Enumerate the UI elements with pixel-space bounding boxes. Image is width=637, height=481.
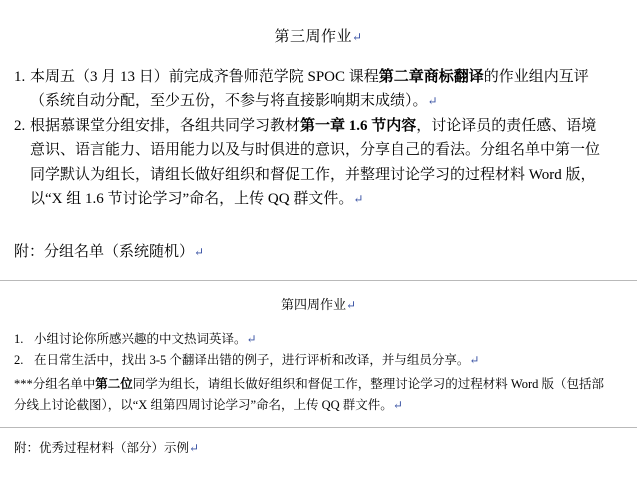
paragraph-mark-icon: ↵ bbox=[345, 298, 357, 313]
section-divider bbox=[0, 427, 637, 428]
section-1-title bbox=[0, 26, 637, 49]
section-2-title-text: 第四周作业 bbox=[280, 297, 346, 313]
paragraph-mark-icon: ↵ bbox=[427, 93, 438, 108]
list-item-body bbox=[30, 114, 637, 211]
blank-line bbox=[0, 212, 637, 226]
list-item-body bbox=[30, 65, 637, 114]
list-item-number: 1. bbox=[14, 331, 24, 346]
section-2-note bbox=[14, 374, 637, 417]
text-run: 的作业组内互评（系统自动分配，至少五份，不参与将直接影响期末成绩）。 bbox=[30, 68, 589, 109]
document-page bbox=[0, 26, 637, 481]
section-2-title bbox=[0, 295, 637, 315]
text-run: 本周五（3 月 13 日）前完成齐鲁师范学院 SPOC 课程 bbox=[30, 68, 379, 85]
text-run-bold: 第二章商标翻译 bbox=[378, 68, 484, 85]
paragraph-mark-icon: ↵ bbox=[469, 353, 480, 368]
text-run-bold: 第一章 1.6 节内容 bbox=[300, 118, 417, 135]
text-run: 根据慕课堂分组安排，各组共同学习教材 bbox=[30, 118, 301, 135]
list-item-body bbox=[34, 350, 637, 372]
paragraph-mark-icon: ↵ bbox=[246, 331, 257, 346]
paragraph-mark-icon: ↵ bbox=[194, 245, 205, 260]
list-item-number: 1. bbox=[14, 68, 26, 85]
list-item-number: 2. bbox=[14, 353, 24, 368]
list-item bbox=[0, 65, 637, 114]
attachment-text: 附：优秀过程材料（部分）示例 bbox=[14, 440, 190, 455]
list-item bbox=[0, 350, 637, 372]
section-2-list bbox=[0, 329, 637, 372]
attachment-text: 附：分组名单（系统随机） bbox=[14, 244, 195, 261]
section-divider bbox=[0, 280, 637, 281]
list-item bbox=[0, 114, 637, 211]
text-run: ***分组名单中 bbox=[14, 376, 96, 391]
paragraph-mark-icon: ↵ bbox=[392, 398, 403, 413]
list-item-body bbox=[34, 329, 637, 351]
text-run: 小组讨论你所感兴趣的中文热词英译。 bbox=[34, 331, 247, 346]
paragraph-mark-icon: ↵ bbox=[351, 30, 363, 44]
text-run-bold: 第二位 bbox=[95, 376, 133, 391]
section-1-attachment bbox=[14, 240, 637, 264]
section-1-title-text: 第三周作业 bbox=[274, 29, 352, 45]
section-2-attachment bbox=[14, 438, 637, 459]
paragraph-mark-icon: ↵ bbox=[353, 191, 364, 206]
text-run: ，讨论译员的责任感、语境意识、语言能力、语用能力以及与时俱进的意识，分享自己的看法。分组名单中第一位同学默认为组长，请组长做好组织和督促工作，并整理讨论学习的过程材料 Word 版，以“X 组 1.6 节讨论学习”命名，上传 QQ 群文件。 bbox=[30, 118, 601, 207]
section-1-list bbox=[0, 65, 637, 212]
text-run: 同学为组长，请组长做好组织和督促工作，整理讨论学习的过程材料 Word 版（包括部分线上讨论截图），以“X 组第四周讨论学习”命名，上传 QQ 群文件。 bbox=[14, 376, 604, 413]
text-run: 在日常生活中，找出 3-5 个翻译出错的例子，进行评析和改译，并与组员分享。 bbox=[34, 353, 470, 368]
list-item-number: 2. bbox=[14, 118, 26, 135]
paragraph-mark-icon: ↵ bbox=[189, 440, 200, 455]
list-item bbox=[0, 329, 637, 351]
